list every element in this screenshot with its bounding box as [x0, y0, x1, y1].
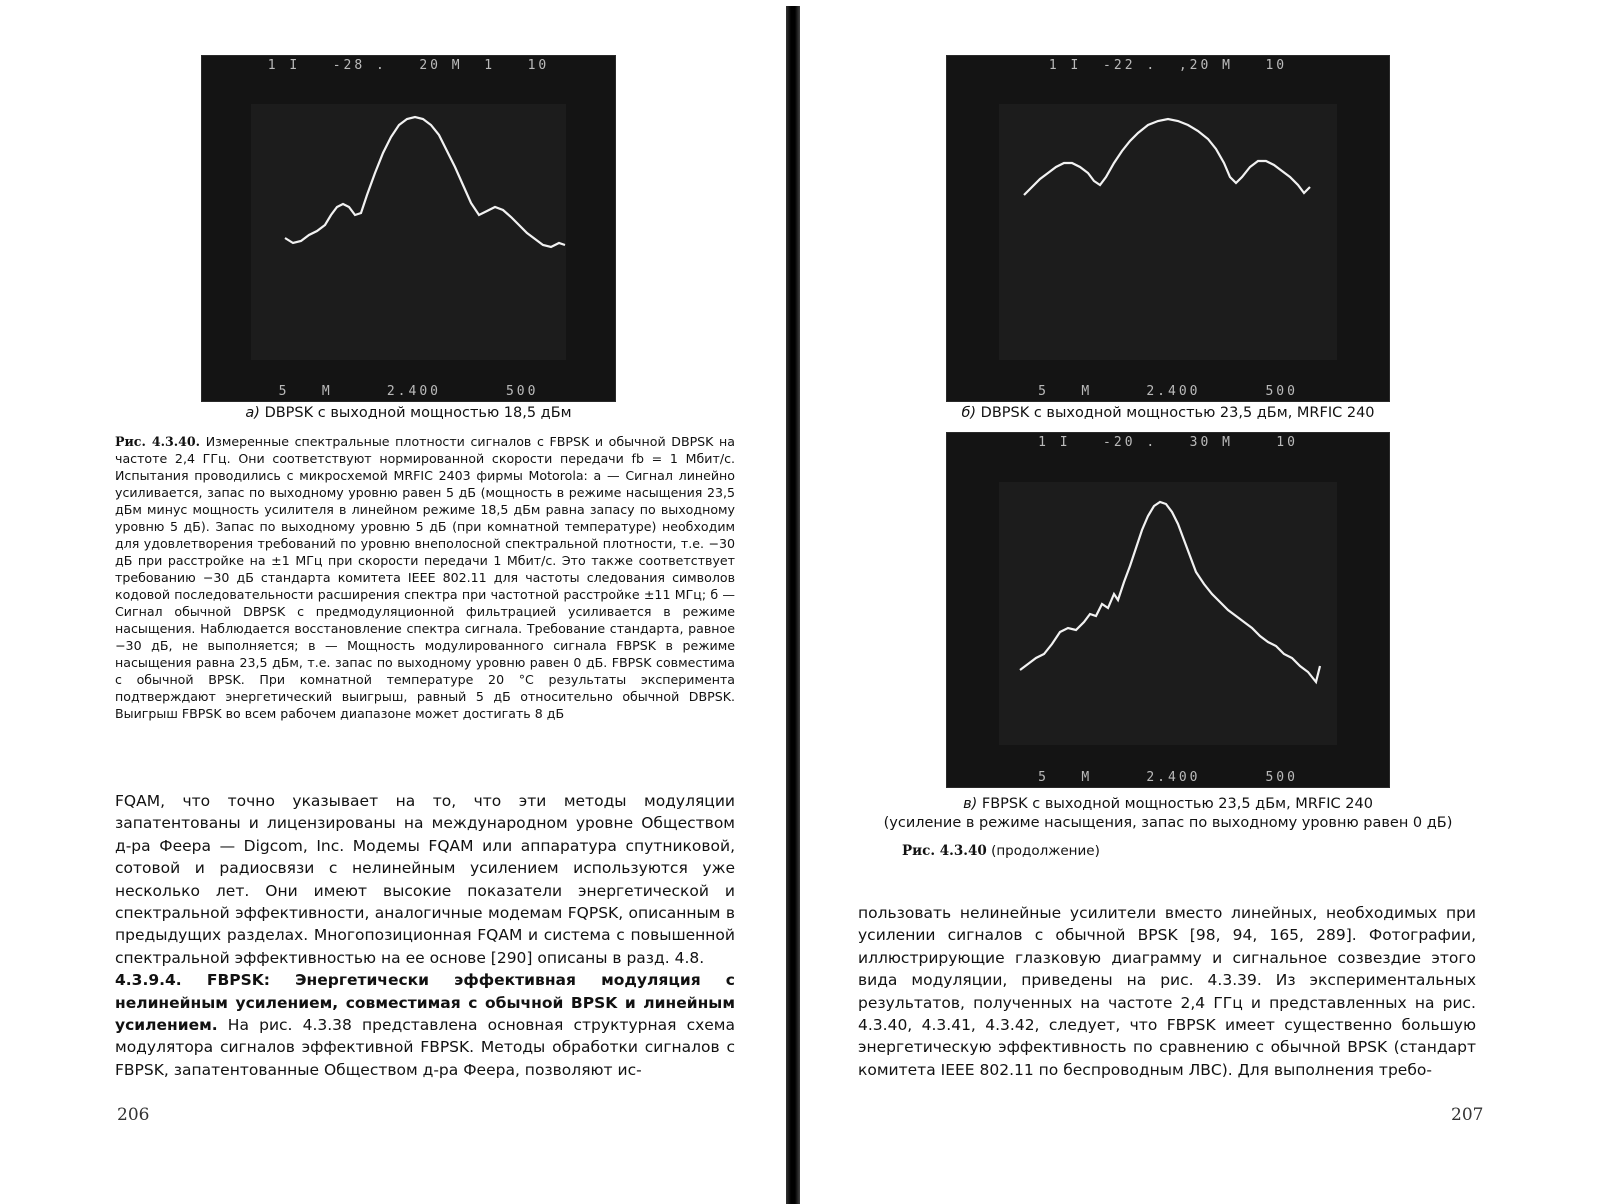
analyzer-readout-top: 1 I -22 . ,20 M 10 — [1048, 58, 1288, 73]
subfigure-text: DBPSK с выходной мощностью 23,5 дБм, MRFIC 240 — [980, 405, 1375, 421]
figure-label: Рис. 4.3.40 — [902, 843, 987, 859]
analyzer-readout-top: 1 I -20 . 30 M 10 — [1038, 435, 1298, 450]
section-paragraph — [115, 969, 735, 1081]
spectrum-trace-b — [946, 55, 1390, 402]
subfigure-caption-c — [880, 795, 1456, 833]
subfigure-text: FBPSK с выходной мощностью 23,5 дБм, MRFIC 240 — [981, 796, 1373, 812]
figure-caption-text: Измеренные спектральные плотности сигналов с FBPSK и обычной DBPSK на частоте 2,4 ГГц. Они соответствуют нормированной скорости передачи fb = 1 Мбит/с. Испытания проводились с микросхемой MRFIC 2403 фирмы Motorola: а — Сигнал линейно усиливается, запас по выходному уровню равен 5 дБ (мощность в режиме насыщения 23,5 дБм минус мощность усилителя в линейном режиме 18,5 дБм равна запасу по выходному уровню 5 дБ). Запас по выходному уровню 5 дБ (при комнатной температуре) необходим для удовлетворения требований по уровню внеполосной спектральной плотности, т.е. −30 дБ при расстройке на ±1 МГц при скорости передачи 1 Мбит/с. Это также соответствует требованию −30 дБ стандарта комитета IEEE 802.11 для частоты следования символов кодовой последовательности расширения спектра при частотной расстройке ±11 МГц; б — Сигнал обычной DBPSK с предмодуляционной фильтрацией усиливается в режиме насыщения. Наблюдается восстановление спектра сигнала. Требование стандарта, равное −30 дБ, не выполняется; в — Мощность модулированного сигнала FBPSK в режиме насыщения равна 23,5 дБм, т.е. запас по выходному уровню равен 0 дБ. FBPSK совместима с обычной BPSK. При комнатной температуре 20 °С результаты эксперимента подтверждают энергетический выигрыш, равный 5 дБ относительно обычной DBPSK. Выигрыш FBPSK во всем рабочем диапазоне может достигать 8 дБ — [115, 434, 735, 721]
subfigure-letter: б) — [961, 405, 977, 421]
spectrum-photo-c — [946, 432, 1390, 788]
subfigure-text-line2: (усиление в режиме насыщения, запас по выходному уровню равен 0 дБ) — [883, 815, 1453, 831]
subfigure-letter: в) — [963, 796, 978, 812]
left-page — [0, 0, 786, 1204]
body-paragraph: FQAM, что точно указывает на то, что эти методы модуляции запатентованы и лицензированы на международном уровне Обществом д-ра Феера — Digcom, Inc. Модемы FQAM или аппаратура спутниковой, сотовой и радиосвязи с нелинейным усилением используются уже несколько лет. Они имеют высокие показатели энергетической и спектральной эффективности, аналогичные модемам FQPSK, описанным в предыдущих разделах. Многопозиционная FQAM и система с повышенной спектральной эффективностью на ее основе [290] описаны в разд. 4.8. — [115, 792, 735, 967]
book-spine — [786, 6, 800, 1204]
analyzer-readout-bottom: 5 M 2.400 500 — [1038, 384, 1298, 399]
spectrum-photo-b — [946, 55, 1390, 402]
figure-continued-text: (продолжение) — [991, 843, 1100, 859]
analyzer-readout-top: 1 I -28 . 20 M 1 10 — [267, 58, 550, 73]
spectrum-trace-a — [201, 55, 616, 402]
figure-label: Рис. 4.3.40. — [115, 434, 201, 449]
section-heading: 4.3.9.4. FBPSK: Энергетически эффективная модуляция с нелинейным усилением, совместимая с обычной BPSK и линейным усилением. — [115, 971, 735, 1035]
body-paragraph: пользовать нелинейные усилители вместо линейных, необходимых при усилении сигналов с обычной BPSK [98, 94, 165, 289]. Фотографии, иллюстрирующие глазковую диаграмму и сигнальное созвездие этого вида модуляции, приведены на рис. 4.3.39. Из экспериментальных результатов, полученных на частоте 2,4 ГГц и представленных на рис. 4.3.40, 4.3.41, 4.3.42, следует, что FBPSK имеет существенно большую энергетическую эффективность по сравнению с обычной BPSK (стандарт комитета IEEE 802.11 по беспроводным ЛВС). Для выполнения требо- — [858, 904, 1476, 1079]
left-body-text — [115, 790, 735, 1081]
subfigure-caption-a — [201, 405, 616, 421]
right-page — [800, 0, 1597, 1204]
subfigure-caption-b — [946, 405, 1390, 421]
page-number-left: 206 — [117, 1105, 150, 1125]
subfigure-text: DBPSK с выходной мощностью 18,5 дБм — [264, 405, 572, 421]
subfigure-letter: a) — [245, 405, 260, 421]
spectrum-photo-a — [201, 55, 616, 402]
analyzer-readout-bottom: 5 M 2.400 500 — [278, 384, 539, 399]
page-number-right: 207 — [1451, 1105, 1484, 1125]
figure-caption — [115, 433, 735, 722]
spectrum-trace-c — [946, 432, 1390, 788]
right-body-text — [858, 902, 1476, 1081]
section-body: На рис. 4.3.38 представлена основная структурная схема модулятора сигналов эффективной FBPSK. Методы обработки сигналов с FBPSK, запатентованные Обществом д-ра Феера, позволяют ис- — [115, 1016, 735, 1079]
analyzer-readout-bottom: 5 M 2.400 500 — [1038, 770, 1298, 785]
figure-continued-caption — [902, 843, 1100, 859]
